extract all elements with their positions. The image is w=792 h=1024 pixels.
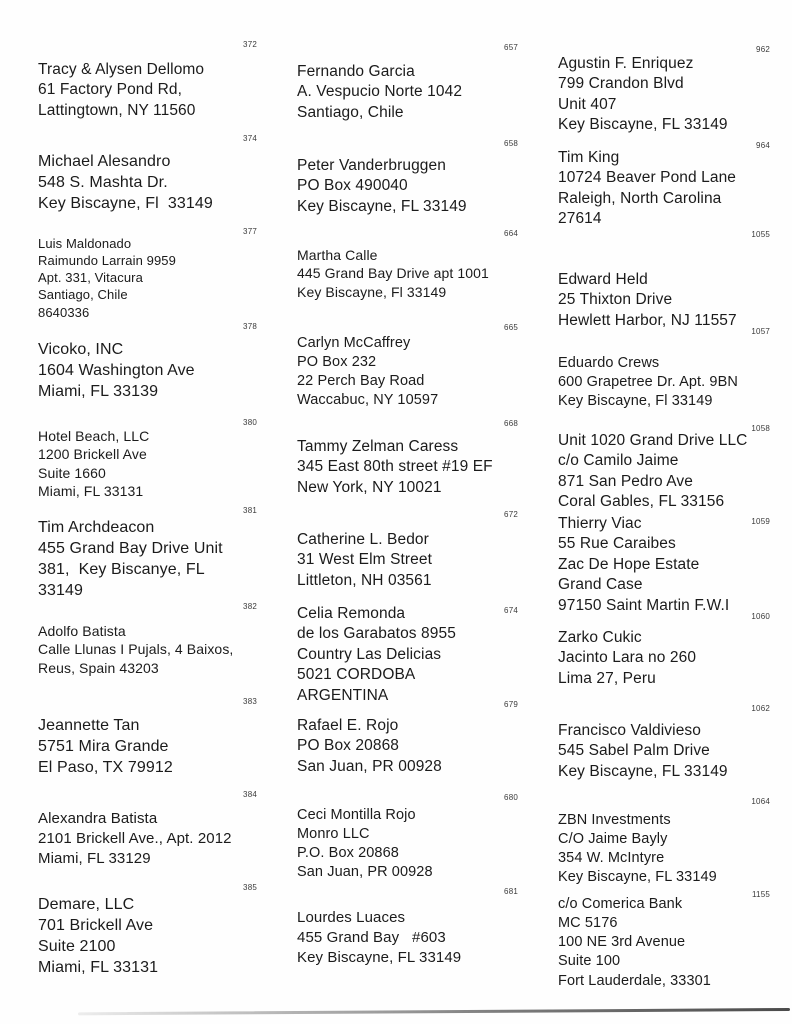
address-line: 10724 Beaver Pond Lane xyxy=(558,169,737,187)
address-line: MC 5176 xyxy=(558,915,618,932)
address-line: Tracy & Alysen Dellomo xyxy=(38,61,205,78)
ref-number: 679 xyxy=(504,700,518,709)
address-line: Lourdes Luaces xyxy=(297,909,406,926)
address-line: Reus, Spain 43203 xyxy=(38,659,159,676)
address-line: Raimundo Larrain 9959 xyxy=(38,253,176,269)
address-line: Santiago, Chile xyxy=(38,287,128,303)
address-block xyxy=(297,62,462,123)
address-line: Catherine L. Bedor xyxy=(297,531,429,548)
address-block xyxy=(297,908,461,967)
address-line: 799 Crandon Blvd xyxy=(558,75,684,93)
address-block xyxy=(38,60,204,121)
address-line: 600 Grapetree Dr. Apt. 9BN xyxy=(558,374,738,391)
address-line: Hewlett Harbor, NJ 11557 xyxy=(558,311,737,329)
address-block xyxy=(38,339,195,402)
address-line: Littleton, NH 03561 xyxy=(297,571,432,589)
address-line: Celia Remonda xyxy=(297,605,406,622)
address-block xyxy=(297,604,456,706)
address-line: PO Box 490040 xyxy=(297,177,408,195)
address-block xyxy=(558,721,728,782)
address-line: 33149 xyxy=(38,582,83,600)
address-line: A. Vespucio Norte 1042 xyxy=(297,83,463,101)
address-line: 1200 Brickell Ave xyxy=(38,446,147,463)
address-line: 5021 CORDOBA xyxy=(297,666,416,684)
address-block xyxy=(558,54,728,136)
address-line: c/o Comerica Bank xyxy=(558,896,683,912)
ref-number: 1155 xyxy=(751,890,770,899)
address-line: Santiago, Chile xyxy=(297,103,404,121)
address-line: Key Biscayne, Fl 33149 xyxy=(558,393,713,410)
ref-number: 1058 xyxy=(751,424,770,433)
ref-number: 1062 xyxy=(751,704,770,713)
address-line: 1604 Washington Ave xyxy=(38,362,195,380)
address-line: Jacinto Lara no 260 xyxy=(558,649,697,667)
address-line: Suite 2100 xyxy=(38,938,116,956)
address-line: 5751 Mira Grande xyxy=(38,738,169,756)
address-line: Key Biscayne, FL 33149 xyxy=(558,762,728,780)
ref-number: 962 xyxy=(756,45,770,54)
address-line: 8640336 xyxy=(38,304,90,320)
address-line: 2101 Brickell Ave., Apt. 2012 xyxy=(38,829,232,847)
address-line: 25 Thixton Drive xyxy=(558,291,673,309)
address-line: Miami, FL 33129 xyxy=(38,849,151,867)
address-line: Fernando Garcia xyxy=(297,63,415,80)
address-line: Raleigh, North Carolina xyxy=(558,189,722,207)
address-line: San Juan, PR 00928 xyxy=(297,757,442,775)
address-line: 455 Grand Bay Drive Unit xyxy=(38,540,223,558)
address-line: Martha Calle xyxy=(297,247,378,263)
address-block xyxy=(297,806,433,883)
address-line: ZBN Investments xyxy=(558,812,671,828)
address-line: 548 S. Mashta Dr. xyxy=(38,174,168,192)
address-line: de los Garabatos 8955 xyxy=(297,625,456,643)
address-line: Vicoko, INC xyxy=(38,341,124,358)
ref-number: 674 xyxy=(504,606,518,615)
address-block xyxy=(558,628,696,689)
address-line: Waccabuc, NY 10597 xyxy=(297,392,439,409)
ref-number: 381 xyxy=(243,506,257,515)
address-line: Apt. 331, Vitacura xyxy=(38,270,143,286)
ref-number: 382 xyxy=(243,602,257,611)
address-line: 545 Sabel Palm Drive xyxy=(558,742,710,760)
ref-number: 372 xyxy=(243,40,257,49)
address-line: Edward Held xyxy=(558,271,648,288)
address-line: PO Box 232 xyxy=(297,354,377,371)
ref-number: 1059 xyxy=(751,517,770,526)
address-line: New York, NY 10021 xyxy=(297,478,442,496)
address-line: Michael Alesandro xyxy=(38,153,171,170)
address-line: Zarko Cukic xyxy=(558,629,642,646)
address-line: Carlyn McCaffrey xyxy=(297,335,411,351)
address-block xyxy=(558,270,737,331)
address-line: Hotel Beach, LLC xyxy=(38,428,150,444)
address-line: San Juan, PR 00928 xyxy=(297,864,433,881)
address-line: Fort Lauderdale, 33301 xyxy=(558,972,711,989)
address-block xyxy=(38,622,233,677)
address-line: Suite 1660 xyxy=(38,464,106,481)
address-line: Key Biscayne, Fl 33149 xyxy=(297,283,447,300)
ref-number: 1064 xyxy=(751,797,770,806)
address-line: Grand Case xyxy=(558,576,643,594)
address-block xyxy=(558,811,717,888)
address-line: 55 Rue Caraibes xyxy=(558,535,676,553)
address-line: Demare, LLC xyxy=(38,896,135,913)
ref-number: 657 xyxy=(504,43,518,52)
ref-number: 672 xyxy=(504,510,518,519)
address-block xyxy=(38,235,176,321)
address-line: Zac De Hope Estate xyxy=(558,555,700,573)
address-line: El Paso, TX 79912 xyxy=(38,759,173,777)
address-line: 701 Brickell Ave xyxy=(38,917,154,935)
address-block xyxy=(38,517,223,601)
address-line: Coral Gables, FL 33156 xyxy=(558,493,725,511)
address-line: Key Biscayne, FL 33149 xyxy=(558,869,717,886)
ref-number: 1060 xyxy=(751,612,770,621)
address-line: PO Box 20868 xyxy=(297,737,400,755)
address-line: Lima 27, Peru xyxy=(558,669,656,687)
ref-number: 384 xyxy=(243,790,257,799)
address-block xyxy=(558,354,738,411)
ref-number: 377 xyxy=(243,227,257,236)
address-line: 381, Key Biscanye, FL xyxy=(38,561,205,579)
address-line: 61 Factory Pond Rd, xyxy=(38,81,183,99)
address-line: Miami, FL 33131 xyxy=(38,483,144,500)
address-line: Key Biscayne, Fl 33149 xyxy=(38,195,213,213)
address-block xyxy=(38,151,213,214)
address-block xyxy=(558,514,729,616)
address-line: Tim King xyxy=(558,149,620,166)
address-block xyxy=(558,895,711,991)
address-line: Monro LLC xyxy=(297,826,370,843)
address-line: Tim Archdeacon xyxy=(38,519,155,536)
address-line: c/o Camilo Jaime xyxy=(558,452,679,470)
address-block xyxy=(558,431,747,513)
address-line: Suite 100 xyxy=(558,953,621,970)
address-line: 455 Grand Bay #603 xyxy=(297,928,446,946)
address-line: Eduardo Crews xyxy=(558,355,660,371)
address-line: Miami, FL 33131 xyxy=(38,959,159,977)
address-line: 22 Perch Bay Road xyxy=(297,373,425,390)
address-line: 345 East 80th street #19 EF xyxy=(297,458,493,476)
address-line: 100 NE 3rd Avenue xyxy=(558,934,686,951)
address-block xyxy=(297,716,442,777)
address-line: Lattingtown, NY 11560 xyxy=(38,101,196,119)
address-line: 31 West Elm Street xyxy=(297,551,433,569)
address-block xyxy=(297,334,438,411)
address-line: Calle Llunas I Pujals, 4 Baixos, xyxy=(38,641,234,658)
ref-number: 658 xyxy=(504,139,518,148)
address-line: 97150 Saint Martin F.W.I xyxy=(558,596,730,614)
address-line: ARGENTINA xyxy=(297,686,389,704)
ref-number: 668 xyxy=(504,419,518,428)
address-block xyxy=(38,715,173,778)
address-line: P.O. Box 20868 xyxy=(297,845,399,862)
address-block xyxy=(297,437,493,498)
ref-number: 964 xyxy=(756,141,770,150)
ref-number: 380 xyxy=(243,418,257,427)
address-block xyxy=(558,148,736,230)
ref-number: 378 xyxy=(243,322,257,331)
ref-number: 664 xyxy=(504,229,518,238)
address-block xyxy=(297,530,432,591)
address-line: Peter Vanderbruggen xyxy=(297,157,446,174)
address-line: Key Biscayne, FL 33149 xyxy=(297,948,462,966)
address-block xyxy=(38,427,149,501)
address-line: Tammy Zelman Caress xyxy=(297,438,459,455)
address-block xyxy=(38,894,158,978)
address-line: Rafael E. Rojo xyxy=(297,717,399,734)
address-line: 27614 xyxy=(558,210,602,228)
address-line: Agustin F. Enriquez xyxy=(558,55,694,72)
ref-number: 1055 xyxy=(751,230,770,239)
address-line: Key Biscayne, FL 33149 xyxy=(558,116,728,134)
address-line: 871 San Pedro Ave xyxy=(558,472,693,490)
address-line: Miami, FL 33139 xyxy=(38,383,159,401)
ref-number: 681 xyxy=(504,887,518,896)
address-line: 354 W. McIntyre xyxy=(558,850,665,867)
address-block xyxy=(297,156,467,217)
address-line: Alexandra Batista xyxy=(38,810,158,827)
address-line: Luis Maldonado xyxy=(38,236,132,251)
ref-number: 383 xyxy=(243,697,257,706)
address-line: C/O Jaime Bayly xyxy=(558,831,668,848)
address-line: Unit 407 xyxy=(558,95,617,113)
address-line: Francisco Valdivieso xyxy=(558,722,701,739)
ref-number: 665 xyxy=(504,323,518,332)
ref-number: 1057 xyxy=(751,327,770,336)
ref-number: 374 xyxy=(243,134,257,143)
address-line: Adolfo Batista xyxy=(38,623,126,639)
ref-number: 385 xyxy=(243,883,257,892)
address-line: Thierry Viac xyxy=(558,515,642,532)
address-block xyxy=(38,809,232,868)
ref-number: 680 xyxy=(504,793,518,802)
address-line: Jeannette Tan xyxy=(38,717,140,734)
address-line: Country Las Delicias xyxy=(297,645,442,663)
address-line: Unit 1020 Grand Drive LLC xyxy=(558,432,748,449)
scan-artifact-line xyxy=(78,1008,790,1015)
address-line: Key Biscayne, FL 33149 xyxy=(297,197,467,215)
address-line: Ceci Montilla Rojo xyxy=(297,807,416,823)
address-line: 445 Grand Bay Drive apt 1001 xyxy=(297,265,489,282)
address-block xyxy=(297,246,489,301)
